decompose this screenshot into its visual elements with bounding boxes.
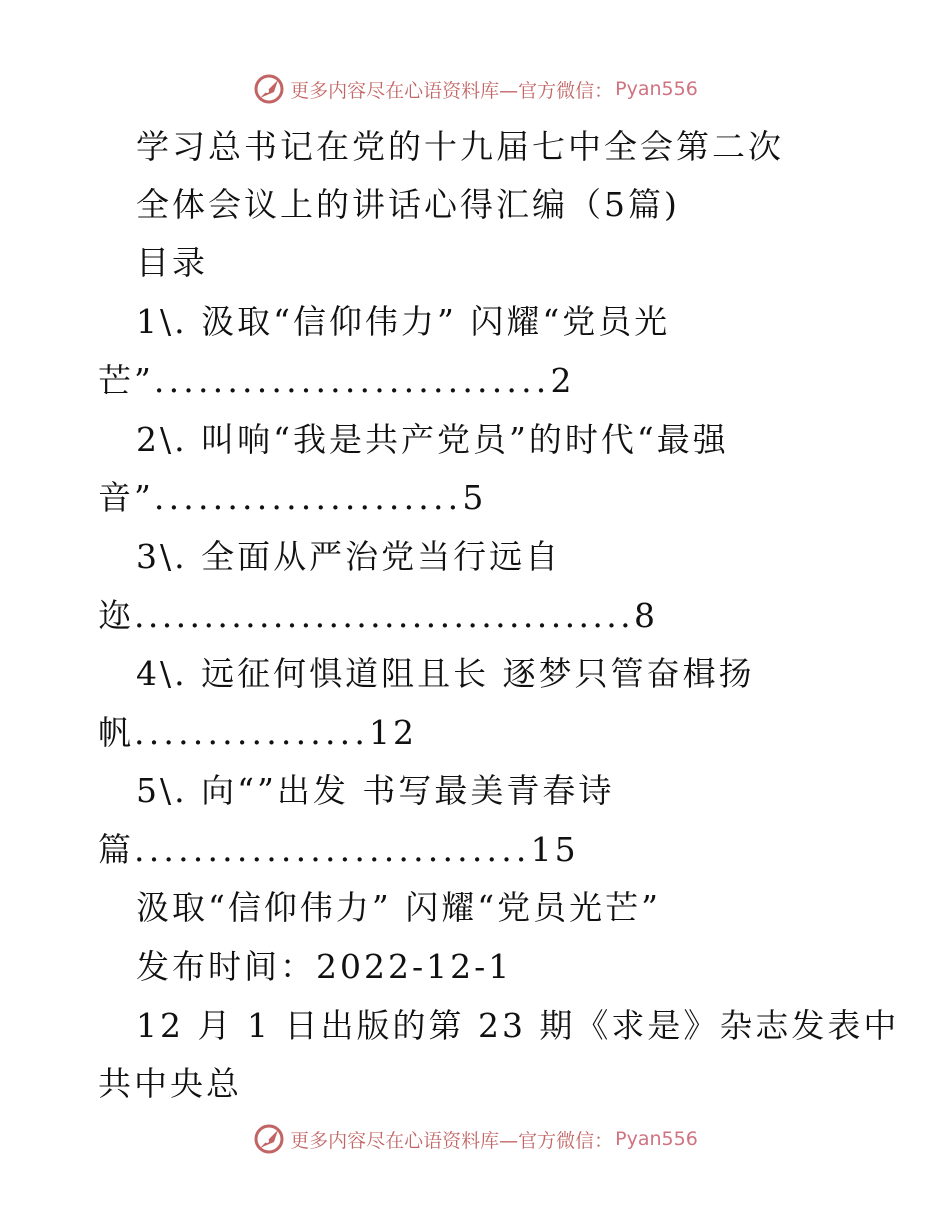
watermark-wechat: Pyan556 xyxy=(615,78,698,100)
watermark-text: 更多内容尽在心语资料库—官方微信： xyxy=(290,1129,614,1152)
toc-page-1: 2 xyxy=(550,361,575,400)
toc-page-4: 12 xyxy=(369,713,418,752)
body-line-1: 12 月 1 日出版的第 23 期《求是》杂志发表中 xyxy=(136,1006,900,1045)
watermark-wechat: Pyan556 xyxy=(615,1128,698,1150)
toc-page-2: 5 xyxy=(462,478,487,517)
title-line-1: 学习总书记在党的十九届七中全会第二次 xyxy=(136,127,784,166)
toc-item-3: 3\. 全面从严治党当行远自 xyxy=(136,537,562,576)
toc-item-5: 5\. 向“”出发 书写最美青春诗 xyxy=(136,771,615,810)
toc-item-4: 4\. 远征何惧道阻且长 逐梦只管奋楫扬 xyxy=(136,654,755,693)
toc-page-3: 8 xyxy=(634,596,659,635)
publish-time: 发布时间：2022-12-1 xyxy=(136,947,513,986)
watermark-header xyxy=(0,72,950,106)
toc-page-5: 15 xyxy=(530,830,579,869)
toc-item-2: 2\. 叫响“我是共产党员”的时代“最强 xyxy=(136,420,729,459)
toc-item-1-tail: 芒”...........................2 xyxy=(98,361,575,400)
watermark-text: 更多内容尽在心语资料库—官方微信： xyxy=(290,79,614,102)
toc-heading: 目录 xyxy=(136,243,208,282)
toc-item-4-tail: 帆................12 xyxy=(98,713,418,752)
toc-item-5-tail: 篇...........................15 xyxy=(98,830,579,869)
toc-item-1: 1\. 汲取“信仰伟力” 闪耀“党员光 xyxy=(136,302,671,341)
watermark-footer xyxy=(0,1122,950,1156)
title-line-2: 全体会议上的讲话心得汇编（5篇) xyxy=(136,185,680,224)
toc-item-3-tail: 迩....................................8 xyxy=(98,596,659,635)
quill-logo-icon xyxy=(252,72,286,106)
quill-logo-icon xyxy=(252,1122,286,1156)
body-line-2: 共中央总 xyxy=(98,1064,242,1103)
section-title: 汲取“信仰伟力” 闪耀“党员光芒” xyxy=(136,888,661,927)
toc-item-2-tail: 音”.....................5 xyxy=(98,478,487,517)
